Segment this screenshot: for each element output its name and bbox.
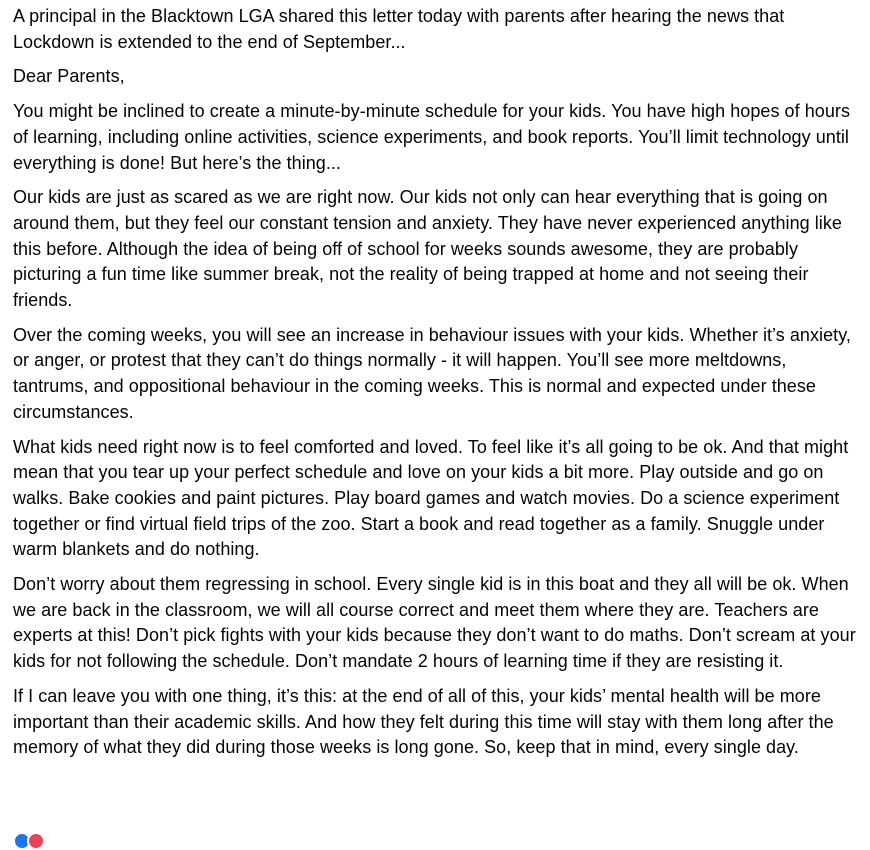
reaction-summary[interactable] (13, 832, 45, 850)
love-icon (27, 832, 45, 850)
letter-paragraph: Don’t worry about them regressing in school. Every single kid is in this boat and they all will be ok. When we are back in the classroom, we will all course correct and meet them where they are. Teachers are experts at this! Don’t pick fights with your kids because they don’t want to do maths. Don’t scream at your kids for not following the schedule. Don’t mandate 2 hours of learning time if they are resisting it. (13, 574, 856, 672)
letter-paragraph: If I can leave you with one thing, it’s this: at the end of all of this, your kids’ mental health will be more important than their academic skills. And how they felt during this time will stay with them long after the memory of what they did during those weeks is long gone. So, keep that in mind, every single day. (13, 685, 834, 758)
post-body (13, 4, 865, 770)
letter-paragraph: Our kids are just as scared as we are right now. Our kids not only can hear everything that is going on around them, but they feel our constant tension and anxiety. They have never experienced anything like this before. Although the idea of being off of school for weeks sounds awesome, they are probably picturing a fun time like summer break, not the reality of being trapped at home and not seeing their friends. (13, 187, 842, 311)
letter-paragraph: Over the coming weeks, you will see an increase in behaviour issues with your kids. Whether it’s anxiety, or anger, or protest that they can’t do things normally - it will happen. You’ll see more meltdowns, tantrums, and oppositional behaviour in the coming weeks. This is normal and expected under these circumstances. (13, 324, 851, 422)
letter-paragraph: You might be inclined to create a minute-by-minute schedule for your kids. You have high hopes of hours of learning, including online activities, science experiments, and book reports. You’ll limit technology until everything is done! But here’s the thing... (13, 101, 850, 173)
letter-paragraph: What kids need right now is to feel comforted and loved. To feel like it’s all going to be ok. And that might mean that you tear up your perfect schedule and love on your kids a bit more. Play outside and go on walks. Bake cookies and paint pictures. Play board games and watch movies. Do a science experiment together or find virtual field trips of the zoo. Start a book and read together as a family. Snuggle under warm blankets and do nothing. (13, 436, 849, 560)
post-intro: A principal in the Blacktown LGA shared this letter today with parents after hearing the news that Lockdown is extended to the end of September... (13, 6, 785, 52)
letter-greeting: Dear Parents, (13, 66, 125, 87)
